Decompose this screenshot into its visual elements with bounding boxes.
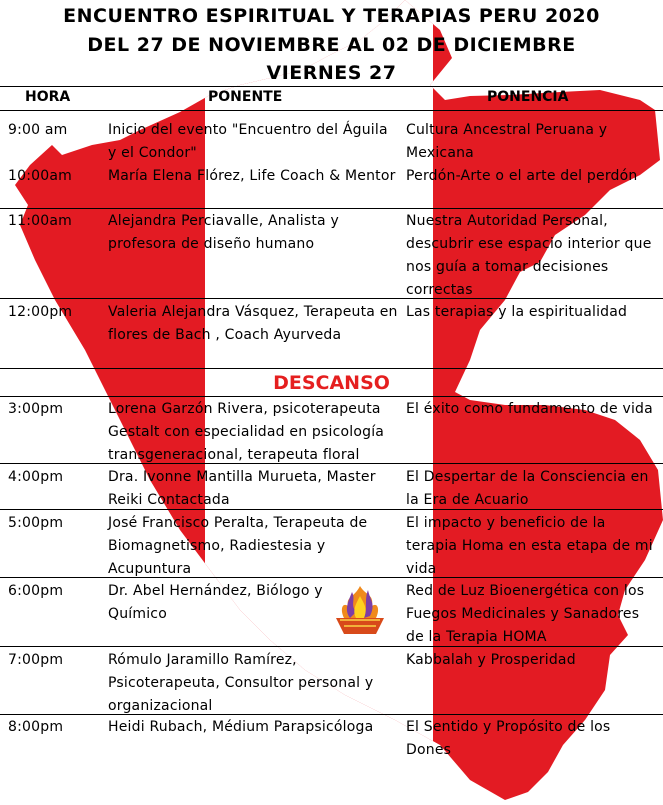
row-4-ponencia: Las terapias y la espiritualidad <box>406 304 628 320</box>
row-divider <box>0 208 663 209</box>
ponente-header: PONENTE <box>208 89 283 105</box>
row-2-ponente: María Elena Flórez, Life Coach & Mentor <box>108 168 396 184</box>
row-3-ponente: Alejandra Perciavalle, Analista y profesora de diseño humano <box>108 213 339 252</box>
column-header-divider <box>0 110 663 111</box>
row-divider <box>0 396 663 397</box>
row-3-hora: 11:00am <box>8 213 72 229</box>
row-10-ponencia: El Sentido y Propósito de los Dones <box>406 719 611 758</box>
row-5-ponencia: El éxito como fundamento de vida <box>406 401 653 417</box>
row-6-ponencia: El Despertar de la Consciencia en la Era de Acuario <box>406 469 649 508</box>
row-divider <box>0 714 663 715</box>
row-5-ponente: Lorena Garzón Rivera, psicoterapeuta Gestalt con especialidad en psicología transgeneracional, terapeuta floral <box>108 401 385 463</box>
row-10-ponente: Heidi Rubach, Médium Parapsicóloga <box>108 719 374 735</box>
row-7-hora: 5:00pm <box>8 515 64 531</box>
event-dates: DEL 27 DE NOVIEMBRE AL 02 DE DICIEMBRE <box>87 34 576 56</box>
row-8-ponente: Dr. Abel Hernández, Biólogo y Químico <box>108 583 323 622</box>
row-4-hora: 12:00pm <box>8 304 73 320</box>
row-7-ponencia: El impacto y beneficio de la terapia Homa en esta etapa de mi vida <box>406 515 653 577</box>
row-divider <box>0 463 663 464</box>
row-8-hora: 6:00pm <box>8 583 64 599</box>
row-9-ponencia: Kabbalah y Prosperidad <box>406 652 576 668</box>
header-divider <box>0 86 663 87</box>
row-divider <box>0 577 663 578</box>
row-1-ponente: Inicio del evento "Encuentro del Águila y el Condor" <box>108 122 388 161</box>
row-5-hora: 3:00pm <box>8 401 64 417</box>
break-label: DESCANSO <box>273 372 390 394</box>
row-10-hora: 8:00pm <box>8 719 64 735</box>
row-divider <box>0 646 663 647</box>
row-divider <box>0 509 663 510</box>
day-title: VIERNES 27 <box>266 62 397 84</box>
row-6-hora: 4:00pm <box>8 469 64 485</box>
row-3-ponencia: Nuestra Autoridad Personal, descubrir ese espacio interior que nos guía a tomar decisiones correctas <box>406 213 652 298</box>
row-6-ponente: Dra. Ivonne Mantilla Murueta, Master Reiki Contactada <box>108 469 376 508</box>
homa-fire-icon <box>330 582 390 638</box>
row-divider <box>0 298 663 299</box>
row-7-ponente: José Francisco Peralta, Terapeuta de Biomagnetismo, Radiestesia y Acupuntura <box>108 515 368 577</box>
row-9-ponente: Rómulo Jaramillo Ramírez, Psicoterapeuta, Consultor personal y organizacional <box>108 652 374 714</box>
hora-header: HORA <box>25 89 71 105</box>
row-1-hora: 9:00 am <box>8 122 68 138</box>
row-9-hora: 7:00pm <box>8 652 64 668</box>
row-1-ponencia: Cultura Ancestral Peruana y Mexicana <box>406 122 608 161</box>
event-title: ENCUENTRO ESPIRITUAL Y TERAPIAS PERU 2020 <box>63 5 600 27</box>
ponencia-header: PONENCIA <box>487 89 569 105</box>
row-4-ponente: Valeria Alejandra Vásquez, Terapeuta en flores de Bach , Coach Ayurveda <box>108 304 398 343</box>
row-2-hora: 10:00am <box>8 168 72 184</box>
row-8-ponencia: Red de Luz Bioenergética con los Fuegos Medicinales y Sanadores de la Terapia HOMA <box>406 583 645 645</box>
row-2-ponencia: Perdón-Arte o el arte del perdón <box>406 168 638 184</box>
row-divider <box>0 368 663 369</box>
